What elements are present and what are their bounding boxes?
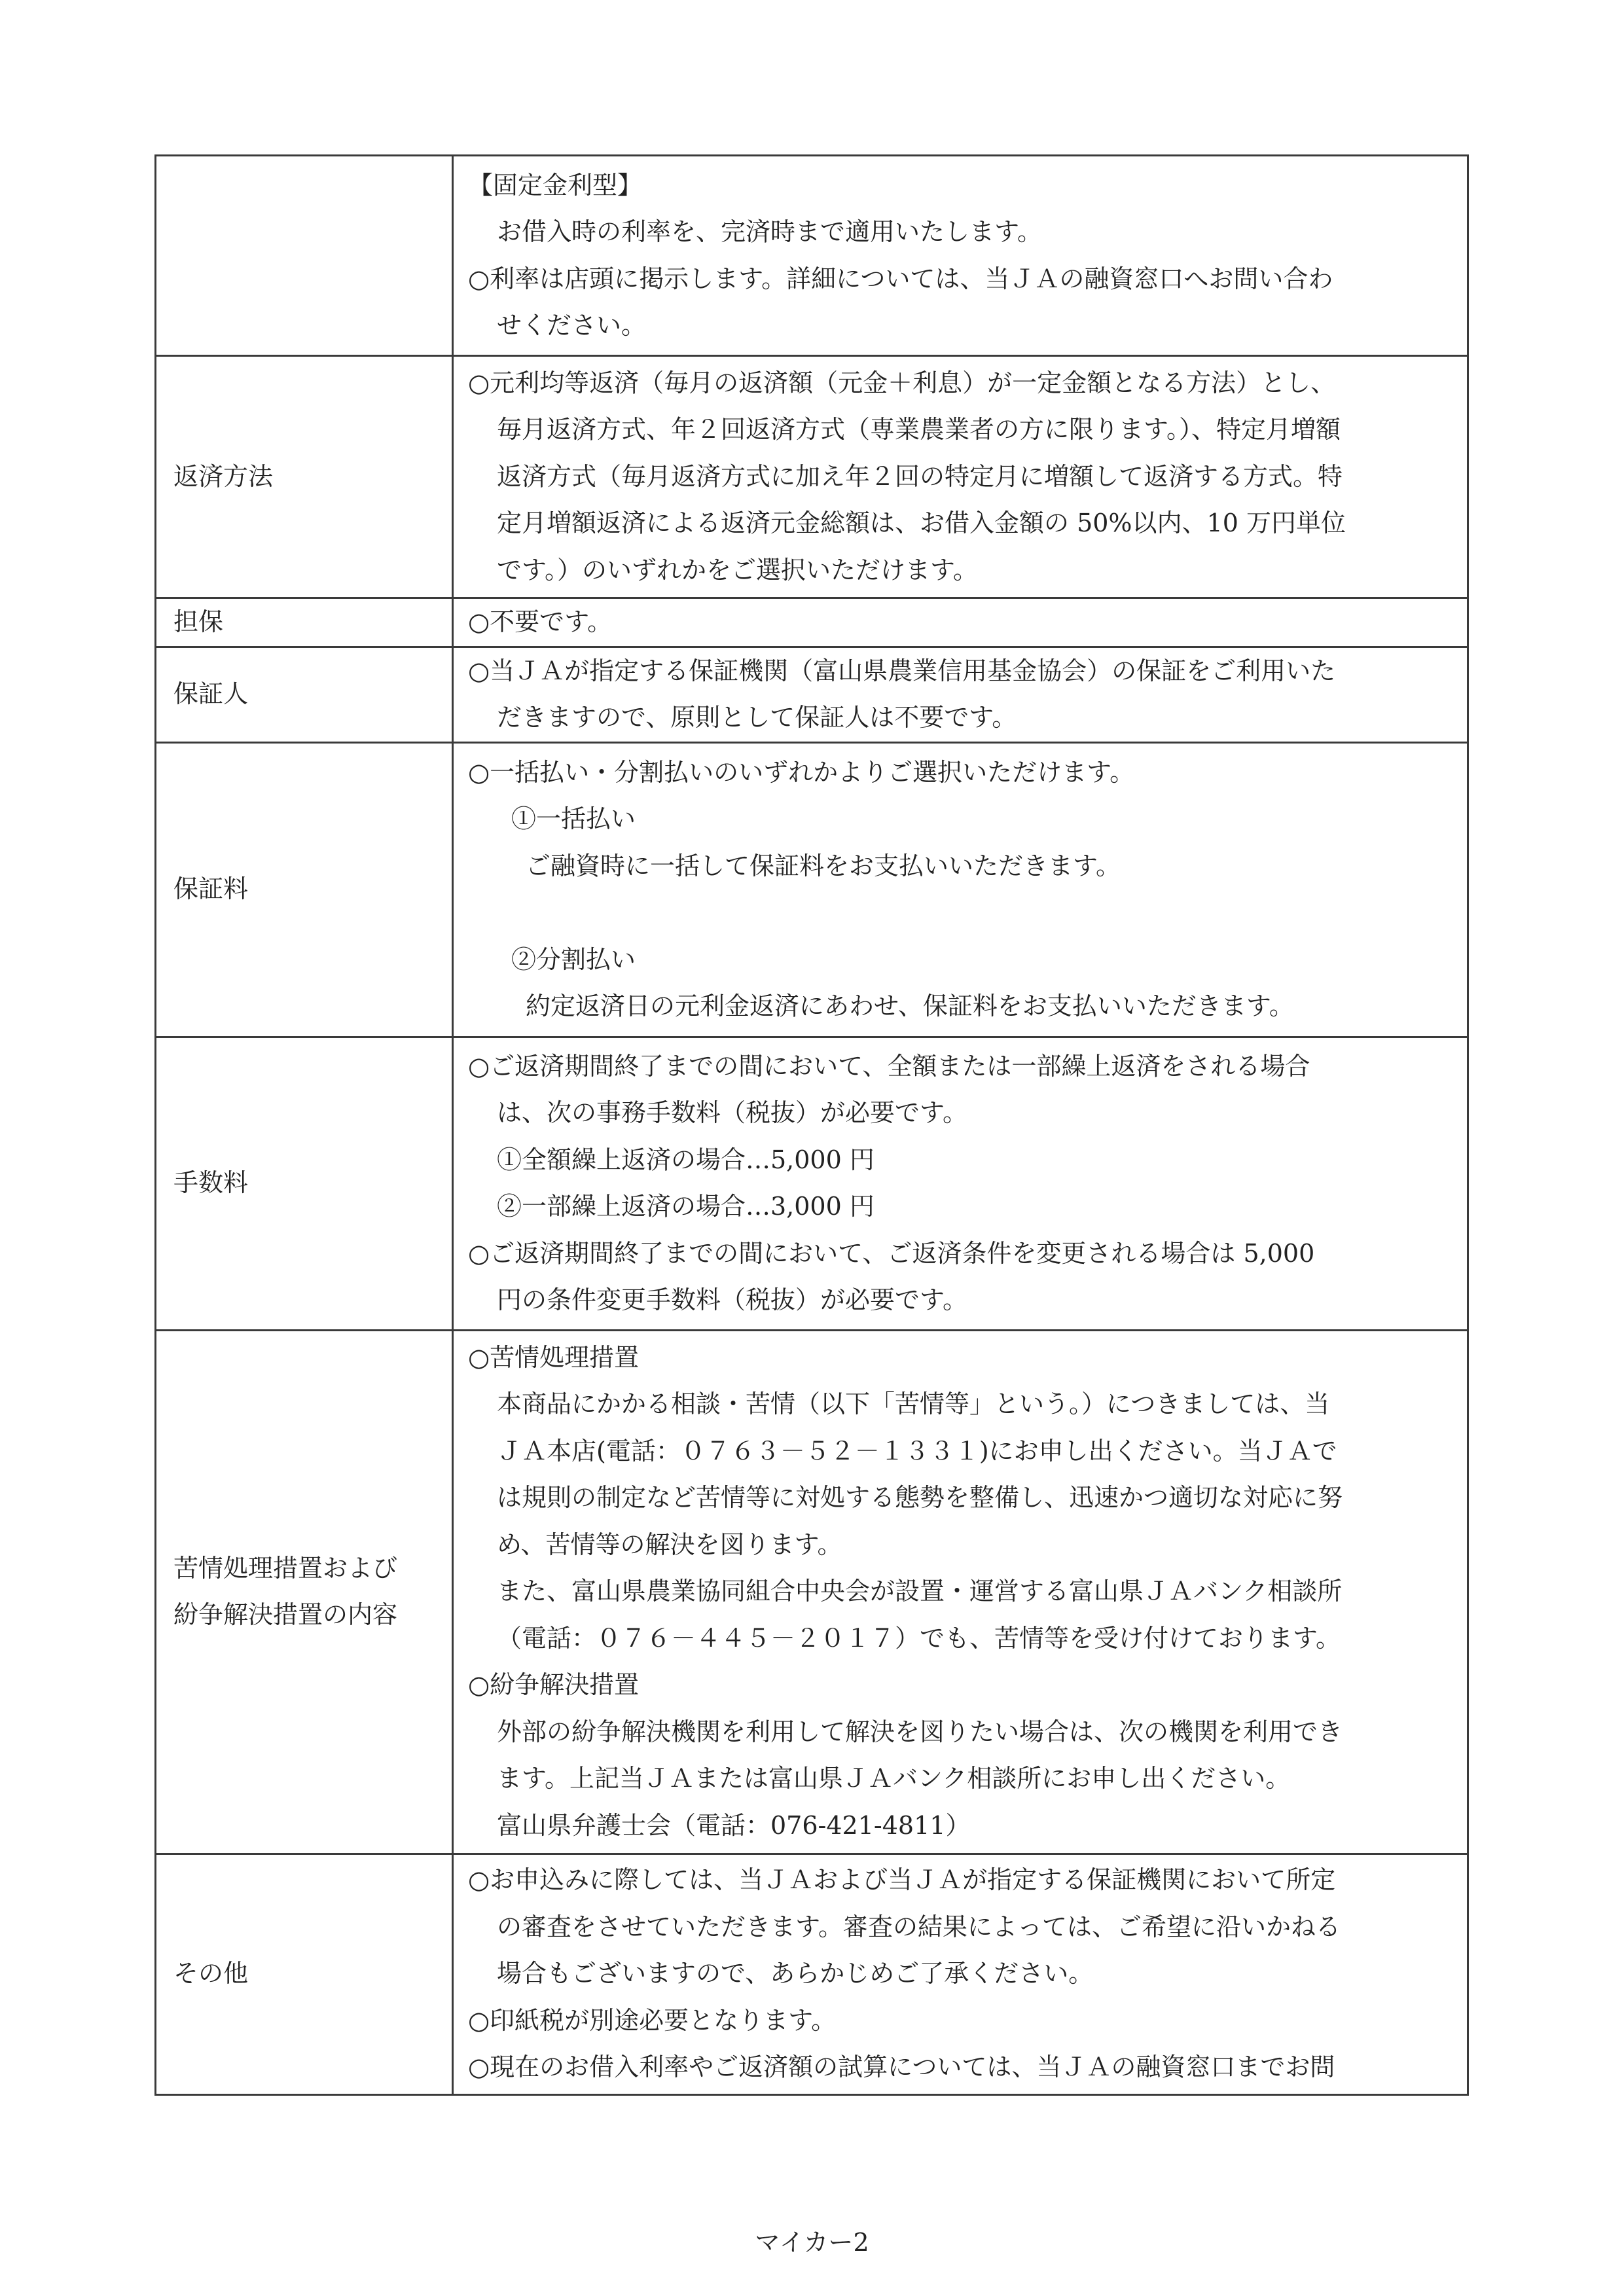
table-row-fees (156, 1037, 1468, 1330)
table-row-complaints (156, 1330, 1468, 1854)
content-line: 外部の紛争解決機関を利用して解決を図りたい場合は、次の機関を利用でき (497, 1717, 1343, 1746)
page-footer-label: マイカー2 (755, 2228, 869, 2257)
row-content-guarantee-fee (453, 742, 1468, 1037)
content-line: 毎月返済方式、年２回返済方式（専業農業者の方に限ります。）、特定月増額 (497, 415, 1341, 444)
row-label-repayment: 返済方法 (156, 356, 453, 598)
row-label-complaints (156, 1330, 453, 1854)
content-line: 本商品にかかる相談・苦情（以下「苦情等」という。）につきましては、当 (497, 1390, 1330, 1419)
content-line: ご融資時に一括して保証料をお支払いいただきます。 (526, 851, 1121, 880)
row-content-other (453, 1854, 1468, 2094)
content-line: ○ご返済期間終了までの間において、ご返済条件を変更される場合は 5,000 (468, 1238, 1315, 1268)
row-label-guarantee-fee: 保証料 (156, 742, 453, 1037)
content-line: ②一部繰上返済の場合…3,000 円 (497, 1192, 875, 1221)
row-content-repayment (453, 356, 1468, 598)
content-line: 【固定金利型】 (468, 170, 643, 200)
content-line: ②分割払い (511, 944, 636, 974)
product-terms-table (154, 154, 1469, 2096)
content-line: また、富山県農業協同組合中央会が設置・運営する富山県ＪＡバンク相談所 (497, 1577, 1343, 1606)
content-line: ます。上記当ＪＡまたは富山県ＪＡバンク相談所にお申し出ください。 (497, 1764, 1291, 1793)
content-line: は、次の事務手数料（税抜）が必要です。 (497, 1098, 967, 1127)
content-line: 円の条件変更手数料（税抜）が必要です。 (497, 1285, 967, 1314)
row-content-fixed-rate (453, 156, 1468, 356)
content-line: お借入時の利率を、完済時まで適用いたします。 (497, 217, 1042, 246)
content-line: だきますので、原則として保証人は不要です。 (497, 703, 1017, 732)
content-line: ○お申込みに際しては、当ＪＡおよび当ＪＡが指定する保証機関において所定 (468, 1865, 1336, 1895)
content-line: め、苦情等の解決を図ります。 (497, 1530, 842, 1559)
content-line: 返済方式（毎月返済方式に加え年２回の特定月に増額して返済する方式。特 (497, 461, 1343, 491)
table-row-guarantee-fee (156, 742, 1468, 1037)
content-line: 場合もございますので、あらかじめご了承ください。 (497, 1959, 1094, 1988)
label-line: 紛争解決措置の内容 (173, 1600, 398, 1629)
row-content-complaints (453, 1330, 1468, 1854)
content-line: ○当ＪＡが指定する保証機関（富山県農業信用基金協会）の保証をご利用いた (468, 656, 1336, 685)
row-content-fees (453, 1037, 1468, 1330)
row-content-collateral (453, 598, 1468, 647)
content-line: ○ご返済期間終了までの間において、全額または一部繰上返済をされる場合 (468, 1051, 1310, 1081)
row-label-other: その他 (156, 1854, 453, 2094)
table-row-guarantor (156, 647, 1468, 742)
content-line: ○紛争解決措置 (468, 1670, 640, 1700)
content-line: 定月増額返済による返済元金総額は、お借入金額の 50%以内、10 万円単位 (497, 509, 1346, 538)
content-line: ○元利均等返済（毎月の返済額（元金＋利息）が一定金額となる方法）とし、 (468, 368, 1336, 397)
table-row-fixed-rate (156, 156, 1468, 356)
content-line: ○利率は店頭に掲示します。詳細については、当ＪＡの融資窓口へお問い合わ (468, 264, 1333, 293)
content-line: です。）のいずれかをご選択いただけます。 (497, 555, 978, 584)
content-line: せください。 (497, 311, 647, 340)
row-label-fees: 手数料 (156, 1037, 453, 1330)
content-line: ○苦情処理措置 (468, 1342, 640, 1372)
label-line: 苦情処理措置および (173, 1553, 398, 1583)
content-line: ○一括払い・分割払いのいずれかよりご選択いただけます。 (468, 757, 1135, 787)
content-line: は規則の制定など苦情等に対処する態勢を整備し、迅速かつ適切な対応に努 (497, 1483, 1343, 1513)
content-line: ○不要です。 (468, 607, 613, 636)
row-label-guarantor: 保証人 (156, 647, 453, 742)
row-label-fixed-rate (156, 156, 453, 356)
content-line: ○印紙税が別途必要となります。 (468, 2005, 837, 2035)
content-line: 約定返済日の元利金返済にあわせ、保証料をお支払いいただきます。 (526, 992, 1294, 1020)
row-label-collateral: 担保 (156, 598, 453, 647)
content-line: ①一括払い (511, 804, 636, 833)
table-row-other (156, 1854, 1468, 2094)
content-line: ①全額繰上返済の場合…5,000 円 (497, 1145, 875, 1174)
blank-line (468, 889, 1458, 937)
content-line: 富山県弁護士会（電話：076-421-4811） (497, 1810, 971, 1840)
row-content-guarantor (453, 647, 1468, 742)
table-row-repayment (156, 356, 1468, 598)
content-line: の審査をさせていただきます。審査の結果によっては、ご希望に沿いかねる (497, 1912, 1341, 1941)
content-line: （電話：０７６－４４５－２０１７）でも、苦情等を受け付けております。 (497, 1623, 1341, 1653)
table-row-collateral (156, 598, 1468, 647)
content-line: ○現在のお借入利率やご返済額の試算については、当ＪＡの融資窓口までお問 (468, 2053, 1335, 2082)
content-line: ＪＡ本店(電話：０７６３－５２－１３３１)にお申し出ください。当ＪＡで (497, 1436, 1337, 1465)
